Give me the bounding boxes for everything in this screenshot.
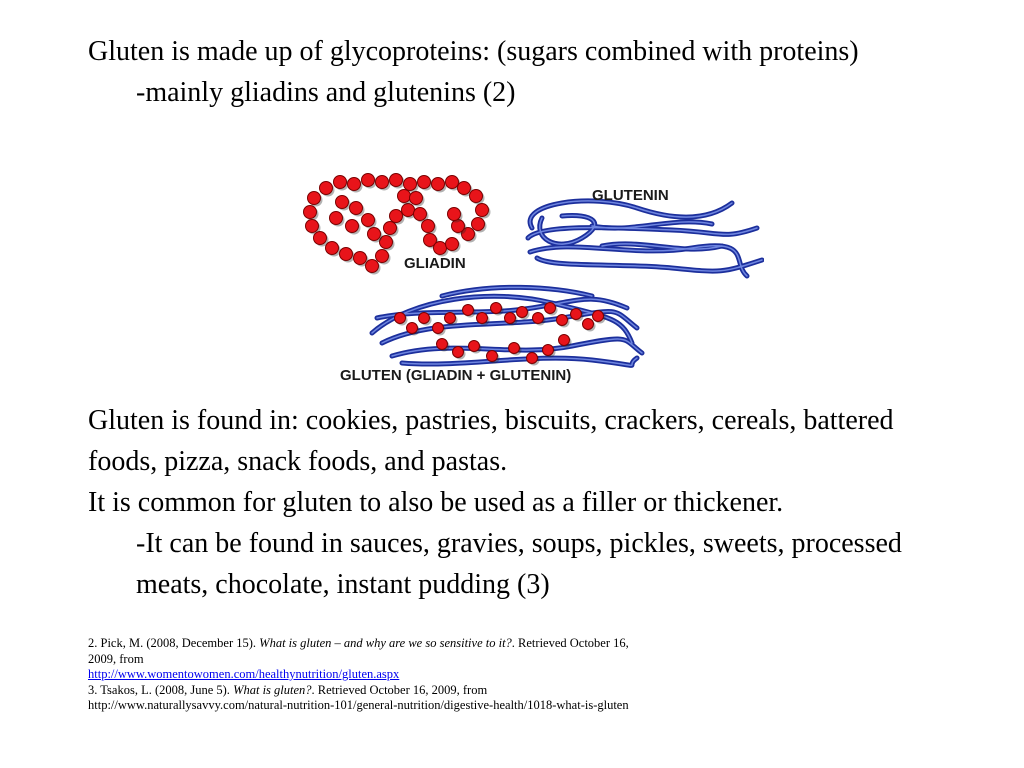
bead [350, 202, 363, 215]
bead [304, 206, 317, 219]
bead [545, 303, 556, 314]
ref3-retrieved: . Retrieved October 16, 2009, from [311, 682, 488, 697]
ref3-author: 3. Tsakos, L. (2008, June 5). [88, 682, 234, 697]
bead [376, 176, 389, 189]
ref3-title: What is gluten? [233, 682, 312, 697]
intro-line-2: -mainly gliadins and glutenins (2) [136, 77, 516, 108]
bead [348, 178, 361, 191]
bead [487, 351, 498, 362]
ref3-url: http://www.naturallysavvy.com/natural-nutrition-101/general-nutrition/digestive-health/1018-what-is-gluten [88, 698, 629, 712]
protein-strand [372, 296, 632, 343]
bead [458, 182, 471, 195]
bead [470, 190, 483, 203]
protein-strand [372, 296, 632, 343]
bead [446, 238, 459, 251]
bead [418, 176, 431, 189]
bead [543, 345, 554, 356]
bead [571, 309, 582, 320]
bead [557, 315, 568, 326]
bead [491, 303, 502, 314]
bead [419, 313, 430, 324]
sources-text [88, 400, 958, 605]
bead [334, 176, 347, 189]
bead [446, 176, 459, 189]
sources-line-1: Gluten is found in: cookies, pastries, biscuits, crackers, cereals, battered foods, pizza, snack foods, and pastas. [88, 405, 894, 477]
bead [395, 313, 406, 324]
ref2-author: 2. Pick, M. (2008, December 15). [88, 636, 260, 650]
bead [432, 178, 445, 191]
glutenin-molecule [528, 201, 762, 276]
intro-line-1: Gluten is made up of glycoproteins: (sugars combined with proteins) [88, 36, 859, 67]
bead [354, 252, 367, 265]
bead [306, 220, 319, 233]
bead [583, 319, 594, 330]
bead [533, 313, 544, 324]
bead [477, 313, 488, 324]
bead [336, 196, 349, 209]
ref2-date: 2009, from [88, 651, 144, 666]
bead [407, 323, 418, 334]
bead [433, 323, 444, 334]
bead [453, 347, 464, 358]
ref2-retrieved: . Retrieved October 16, [511, 636, 629, 650]
intro-text [88, 31, 958, 113]
bead [410, 192, 423, 205]
reference-3 [88, 683, 788, 699]
bead [434, 242, 447, 255]
bead [314, 232, 327, 245]
bead [445, 313, 456, 324]
references [88, 636, 788, 714]
bead [593, 311, 604, 322]
reference-2 [88, 636, 788, 652]
bead [398, 190, 411, 203]
bead [326, 242, 339, 255]
ref2-title: What is gluten – and why are we so sensitive to it? [259, 636, 512, 650]
bead [437, 339, 448, 350]
bead [448, 208, 461, 221]
gluten-label: GLUTEN (GLIADIN + GLUTENIN) [340, 367, 572, 384]
bead [368, 228, 381, 241]
bead [414, 208, 427, 221]
bead [390, 210, 403, 223]
bead [404, 178, 417, 191]
bead [472, 218, 485, 231]
bead [463, 305, 474, 316]
bead [340, 248, 353, 261]
bead [362, 214, 375, 227]
gliadin-label: GLIADIN [404, 255, 466, 272]
bead [517, 307, 528, 318]
ref2-link[interactable]: http://www.womentowomen.com/healthynutrition/gluten.aspx [88, 667, 400, 681]
bead [346, 220, 359, 233]
bead [509, 343, 520, 354]
bead [320, 182, 333, 195]
bead [362, 174, 375, 187]
bead [366, 260, 379, 273]
bead [422, 220, 435, 233]
bead [330, 212, 343, 225]
gluten-diagram [292, 168, 764, 390]
bead [390, 174, 403, 187]
bead [559, 335, 570, 346]
glutenin-label: GLUTENIN [592, 187, 669, 204]
bead [469, 341, 480, 352]
bead [476, 204, 489, 217]
sources-line-3: -It can be found in sauces, gravies, soups, pickles, sweets, processed meats, chocolate, instant pudding (3) [136, 528, 902, 600]
filler-line: It is common for gluten to also be used as a filler or thickener. [88, 487, 784, 518]
bead [376, 250, 389, 263]
bead [402, 204, 415, 217]
bead [527, 353, 538, 364]
bead [505, 313, 516, 324]
bead [308, 192, 321, 205]
